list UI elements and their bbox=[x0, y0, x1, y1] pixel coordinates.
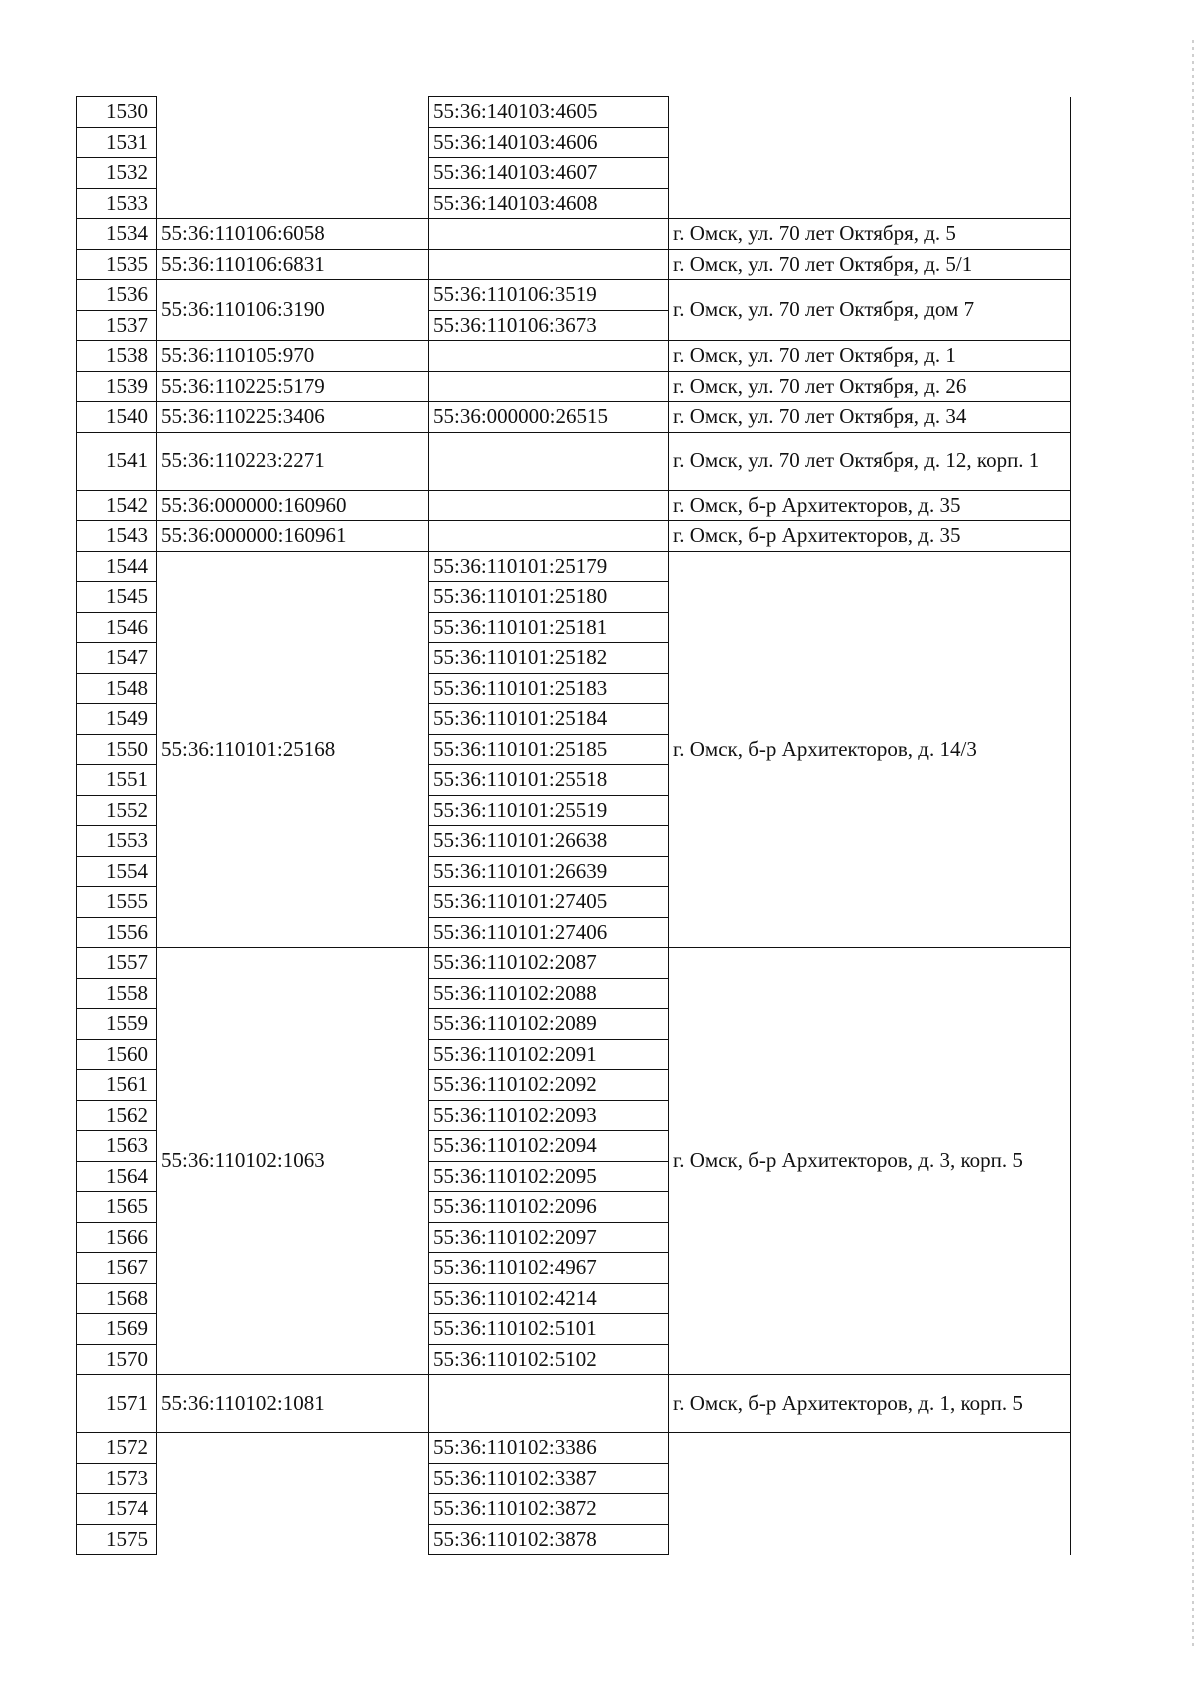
table-row bbox=[77, 490, 1071, 521]
row-number: 1552 bbox=[77, 795, 157, 826]
row-number: 1556 bbox=[77, 917, 157, 948]
table-row bbox=[77, 371, 1071, 402]
row-number: 1542 bbox=[77, 490, 157, 521]
row-number: 1545 bbox=[77, 582, 157, 613]
building-number: 55:36:110102:2095 bbox=[429, 1161, 669, 1192]
building-number: 55:36:110102:2096 bbox=[429, 1192, 669, 1223]
row-number: 1549 bbox=[77, 704, 157, 735]
address: г. Омск, б-р Архитекторов, д. 35 bbox=[669, 490, 1071, 521]
address: г. Омск, ул. 70 лет Октября, д. 26 bbox=[669, 371, 1071, 402]
row-number: 1563 bbox=[77, 1131, 157, 1162]
building-number: 55:36:110102:4214 bbox=[429, 1283, 669, 1314]
land-plot-number: 55:36:110106:6058 bbox=[157, 219, 429, 250]
building-number: 55:36:110102:2091 bbox=[429, 1039, 669, 1070]
row-number: 1571 bbox=[77, 1375, 157, 1433]
building-number: 55:36:110101:25518 bbox=[429, 765, 669, 796]
land-plot-number: 55:36:000000:160961 bbox=[157, 521, 429, 552]
building-number: 55:36:110101:25181 bbox=[429, 612, 669, 643]
row-number: 1551 bbox=[77, 765, 157, 796]
row-number: 1543 bbox=[77, 521, 157, 552]
row-number: 1569 bbox=[77, 1314, 157, 1345]
row-number: 1561 bbox=[77, 1070, 157, 1101]
table-row bbox=[77, 402, 1071, 433]
address: г. Омск, б-р Архитекторов, д. 14/3 bbox=[669, 551, 1071, 948]
address: г. Омск, ул. 70 лет Октября, д. 12, корп. 1 bbox=[669, 432, 1071, 490]
row-number: 1534 bbox=[77, 219, 157, 250]
table-row bbox=[77, 432, 1071, 490]
building-number: 55:36:110102:2089 bbox=[429, 1009, 669, 1040]
row-number: 1568 bbox=[77, 1283, 157, 1314]
address: г. Омск, б-р Архитекторов, д. 1, корп. 5 bbox=[669, 1375, 1071, 1433]
address: г. Омск, б-р Архитекторов, д. 35 bbox=[669, 521, 1071, 552]
land-plot-number: 55:36:110225:3406 bbox=[157, 402, 429, 433]
address: г. Омск, ул. 70 лет Октября, д. 34 bbox=[669, 402, 1071, 433]
row-number: 1575 bbox=[77, 1524, 157, 1555]
row-number: 1559 bbox=[77, 1009, 157, 1040]
building-number bbox=[429, 432, 669, 490]
row-number: 1539 bbox=[77, 371, 157, 402]
building-number: 55:36:110102:2094 bbox=[429, 1131, 669, 1162]
building-number: 55:36:110101:26639 bbox=[429, 856, 669, 887]
land-plot-number bbox=[157, 1433, 429, 1555]
building-number: 55:36:110101:25185 bbox=[429, 734, 669, 765]
row-number: 1536 bbox=[77, 280, 157, 311]
address: г. Омск, ул. 70 лет Октября, д. 1 bbox=[669, 341, 1071, 372]
address: г. Омск, ул. 70 лет Октября, дом 7 bbox=[669, 280, 1071, 341]
land-plot-number: 55:36:110102:1063 bbox=[157, 948, 429, 1375]
address: г. Омск, ул. 70 лет Октября, д. 5 bbox=[669, 219, 1071, 250]
building-number: 55:36:110102:5101 bbox=[429, 1314, 669, 1345]
row-number: 1535 bbox=[77, 249, 157, 280]
row-number: 1548 bbox=[77, 673, 157, 704]
row-number: 1540 bbox=[77, 402, 157, 433]
row-number: 1554 bbox=[77, 856, 157, 887]
building-number: 55:36:110101:25180 bbox=[429, 582, 669, 613]
building-number bbox=[429, 371, 669, 402]
row-number: 1533 bbox=[77, 188, 157, 219]
row-number: 1570 bbox=[77, 1344, 157, 1375]
row-number: 1550 bbox=[77, 734, 157, 765]
building-number: 55:36:110102:5102 bbox=[429, 1344, 669, 1375]
table-row bbox=[77, 219, 1071, 250]
row-number: 1546 bbox=[77, 612, 157, 643]
building-number bbox=[429, 521, 669, 552]
building-number: 55:36:110101:25182 bbox=[429, 643, 669, 674]
building-number bbox=[429, 249, 669, 280]
row-number: 1567 bbox=[77, 1253, 157, 1284]
row-number: 1530 bbox=[77, 97, 157, 128]
building-number bbox=[429, 219, 669, 250]
table-row bbox=[77, 97, 1071, 128]
address: г. Омск, б-р Архитекторов, д. 3, корп. 5 bbox=[669, 948, 1071, 1375]
table-row bbox=[77, 280, 1071, 311]
cadastral-table bbox=[76, 96, 1071, 1555]
building-number bbox=[429, 490, 669, 521]
row-number: 1537 bbox=[77, 310, 157, 341]
table-row bbox=[77, 948, 1071, 979]
table-row bbox=[77, 1375, 1071, 1433]
building-number: 55:36:110101:25184 bbox=[429, 704, 669, 735]
row-number: 1531 bbox=[77, 127, 157, 158]
building-number: 55:36:110101:25519 bbox=[429, 795, 669, 826]
row-number: 1532 bbox=[77, 158, 157, 189]
row-number: 1566 bbox=[77, 1222, 157, 1253]
row-number: 1547 bbox=[77, 643, 157, 674]
row-number: 1562 bbox=[77, 1100, 157, 1131]
land-plot-number: 55:36:110102:1081 bbox=[157, 1375, 429, 1433]
land-plot-number: 55:36:110225:5179 bbox=[157, 371, 429, 402]
building-number: 55:36:000000:26515 bbox=[429, 402, 669, 433]
table-row bbox=[77, 341, 1071, 372]
row-number: 1574 bbox=[77, 1494, 157, 1525]
building-number: 55:36:110102:2097 bbox=[429, 1222, 669, 1253]
row-number: 1555 bbox=[77, 887, 157, 918]
building-number: 55:36:110102:3872 bbox=[429, 1494, 669, 1525]
land-plot-number: 55:36:110101:25168 bbox=[157, 551, 429, 948]
row-number: 1558 bbox=[77, 978, 157, 1009]
land-plot-number: 55:36:110223:2271 bbox=[157, 432, 429, 490]
building-number: 55:36:140103:4607 bbox=[429, 158, 669, 189]
land-plot-number: 55:36:110105:970 bbox=[157, 341, 429, 372]
row-number: 1541 bbox=[77, 432, 157, 490]
building-number: 55:36:140103:4608 bbox=[429, 188, 669, 219]
building-number: 55:36:110101:25183 bbox=[429, 673, 669, 704]
building-number: 55:36:110102:2088 bbox=[429, 978, 669, 1009]
address bbox=[669, 97, 1071, 219]
building-number: 55:36:110102:2093 bbox=[429, 1100, 669, 1131]
table-row bbox=[77, 1433, 1071, 1464]
building-number bbox=[429, 1375, 669, 1433]
land-plot-number: 55:36:110106:3190 bbox=[157, 280, 429, 341]
building-number: 55:36:110102:2087 bbox=[429, 948, 669, 979]
table-row bbox=[77, 551, 1071, 582]
building-number: 55:36:110102:3387 bbox=[429, 1463, 669, 1494]
building-number bbox=[429, 341, 669, 372]
row-number: 1557 bbox=[77, 948, 157, 979]
building-number: 55:36:110106:3519 bbox=[429, 280, 669, 311]
row-number: 1544 bbox=[77, 551, 157, 582]
building-number: 55:36:110102:3878 bbox=[429, 1524, 669, 1555]
table-row bbox=[77, 249, 1071, 280]
building-number: 55:36:110102:3386 bbox=[429, 1433, 669, 1464]
address: г. Омск, ул. 70 лет Октября, д. 5/1 bbox=[669, 249, 1071, 280]
building-number: 55:36:140103:4605 bbox=[429, 97, 669, 128]
row-number: 1538 bbox=[77, 341, 157, 372]
building-number: 55:36:110101:27406 bbox=[429, 917, 669, 948]
row-number: 1553 bbox=[77, 826, 157, 857]
row-number: 1573 bbox=[77, 1463, 157, 1494]
row-number: 1572 bbox=[77, 1433, 157, 1464]
address bbox=[669, 1433, 1071, 1555]
land-plot-number: 55:36:110106:6831 bbox=[157, 249, 429, 280]
row-number: 1560 bbox=[77, 1039, 157, 1070]
scan-edge-artifact bbox=[1192, 40, 1194, 1646]
building-number: 55:36:110106:3673 bbox=[429, 310, 669, 341]
building-number: 55:36:110101:26638 bbox=[429, 826, 669, 857]
building-number: 55:36:110101:25179 bbox=[429, 551, 669, 582]
land-plot-number bbox=[157, 97, 429, 219]
table-row bbox=[77, 521, 1071, 552]
row-number: 1564 bbox=[77, 1161, 157, 1192]
building-number: 55:36:110101:27405 bbox=[429, 887, 669, 918]
row-number: 1565 bbox=[77, 1192, 157, 1223]
land-plot-number: 55:36:000000:160960 bbox=[157, 490, 429, 521]
building-number: 55:36:110102:2092 bbox=[429, 1070, 669, 1101]
building-number: 55:36:110102:4967 bbox=[429, 1253, 669, 1284]
building-number: 55:36:140103:4606 bbox=[429, 127, 669, 158]
